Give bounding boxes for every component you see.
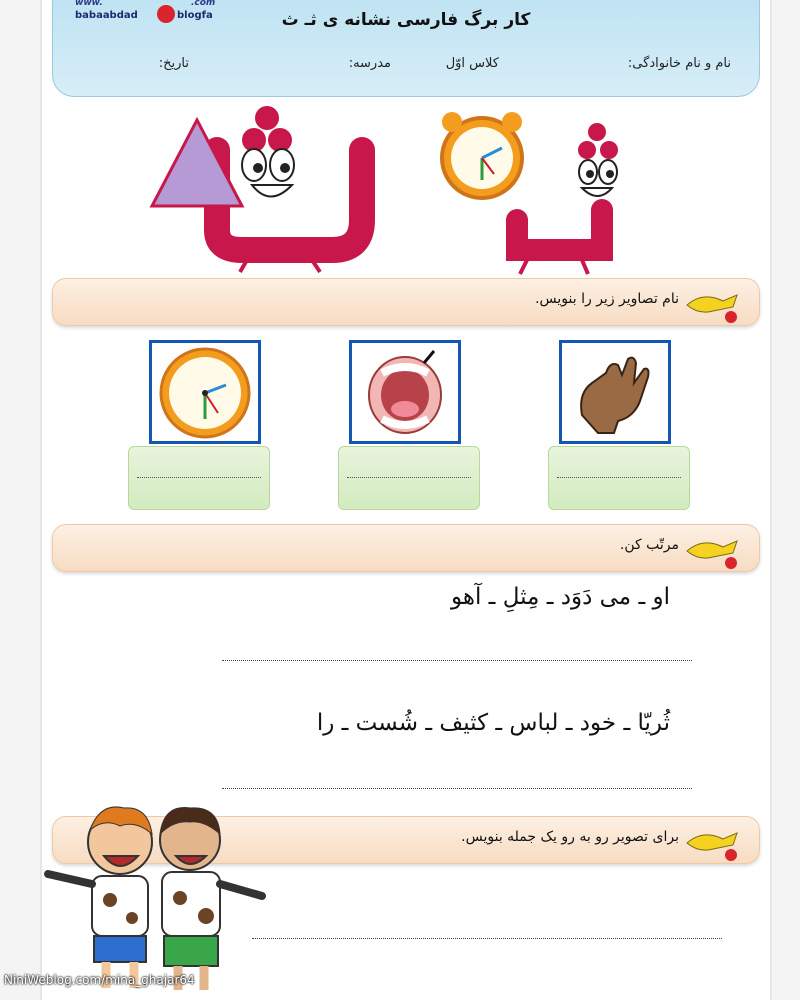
letter-seh-initial-character (442, 112, 618, 274)
instruction-banner-2 (52, 524, 760, 572)
logo-name: babaabdad (75, 10, 138, 21)
answer-line-2[interactable] (222, 788, 692, 789)
pencil-mascot-icon (683, 285, 743, 325)
answer-line-3[interactable] (252, 938, 722, 939)
answer-box-1[interactable] (548, 446, 690, 510)
picture-hand (559, 340, 671, 444)
answer-line-1[interactable] (222, 660, 692, 661)
mouth-teeth-icon (352, 343, 458, 441)
clock-icon (152, 343, 258, 441)
picture-mouth (349, 340, 461, 444)
instruction-banner-1 (52, 278, 760, 326)
instruction-2: مرتّب کن. (619, 537, 679, 553)
name-field-label: نام و نام خانوادگی: (627, 56, 731, 71)
logo-www: www. (75, 0, 103, 8)
header (52, 0, 760, 97)
hand-icon (562, 343, 668, 441)
logo-blog: blogfa (177, 10, 213, 21)
date-field-label: تاریخ: (158, 56, 189, 71)
worksheet-title: کار برگ فارسی نشانه ی ثـ ث (281, 10, 531, 30)
letter-characters-illustration (142, 100, 622, 276)
answer-box-3[interactable] (128, 446, 270, 510)
answer-box-2[interactable] (338, 446, 480, 510)
pencil-mascot-icon (683, 531, 743, 571)
picture-clock (149, 340, 261, 444)
scrambled-words-2: ثُریّا ـ خود ـ لباس ـ کثیف ـ شُست ـ را (316, 710, 670, 736)
kid-dark-hair (160, 808, 262, 990)
letter-seh-character (152, 106, 362, 272)
instruction-1: نام تصاویر زیر را بنویس. (535, 291, 679, 307)
class-label: کلاس اوّل (445, 56, 499, 71)
instruction-3: برای تصویر رو به رو یک جمله بنویس. (461, 829, 679, 845)
pencil-mascot-icon (683, 823, 743, 863)
muddy-kids-illustration (40, 800, 270, 995)
logo-com: .com (191, 0, 216, 8)
school-field-label: مدرسه: (348, 56, 391, 71)
scrambled-words-1: او ـ می دَوَد ـ مِثلِ ـ آهو (450, 584, 670, 610)
kid-blond (48, 807, 152, 988)
watermark: NiniWeblog.com/mina_ghajar64 (4, 973, 195, 987)
